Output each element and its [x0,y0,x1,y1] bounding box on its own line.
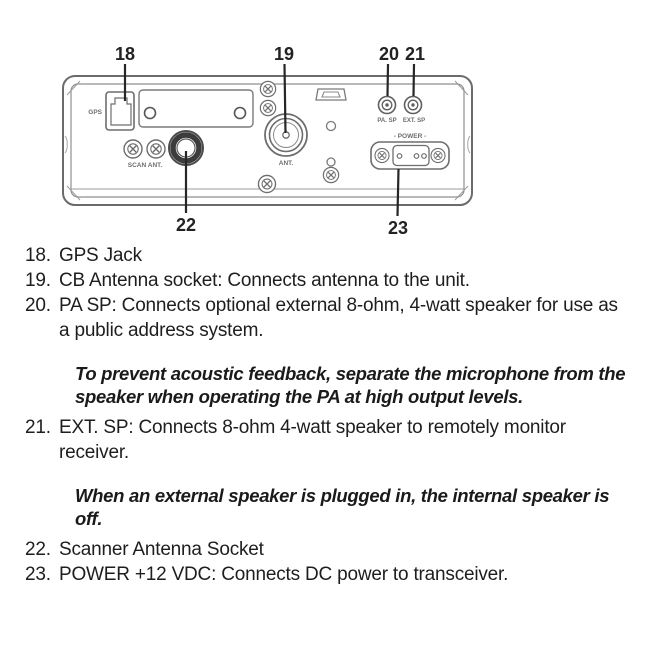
item-number: 23. [25,564,51,585]
callout-21: 21 [404,44,426,64]
callout-18: 18 [114,44,136,64]
note-acoustic-feedback: To prevent acoustic feedback, separate the microphone from the speaker when operating the PA at high output levels. [75,363,626,407]
screw [258,175,275,192]
rear-panel-diagram [0,0,650,242]
list-item-21 [25,415,633,465]
screw [260,81,275,96]
power-label: - POWER - [393,133,427,140]
callout-20: 20 [378,44,400,64]
item-number: 18. [25,245,51,266]
list-item-22 [25,537,633,562]
accessory-plate [139,90,253,127]
screw [323,167,338,182]
ant-label: ANT. [278,160,294,167]
list-item-20 [25,293,633,343]
callout-19: 19 [273,44,295,64]
callout-22: 22 [175,215,197,235]
pa-sp-label: PA. SP [377,118,397,124]
item-text: Scanner Antenna Socket [59,539,264,560]
item-text: CB Antenna socket: Connects antenna to the unit. [59,270,470,291]
item-description-list [25,243,633,587]
callout-23: 23 [387,218,409,238]
gps-label: GPS [88,109,102,116]
note-internal-speaker: When an external speaker is plugged in, the internal speaker is off. [75,485,610,529]
list-item-19 [25,268,633,293]
power-connector [371,142,449,169]
item-text: POWER +12 VDC: Connects DC power to transceiver. [59,564,509,585]
item-number: 22. [25,539,51,560]
scan-ant-label: SCAN ANT. [127,162,163,169]
item-number: 21. [25,417,51,438]
pa-sp-jack [379,97,396,114]
list-item-23 [25,562,633,587]
item-text: EXT. SP: Connects 8-ohm 4-watt speaker to remotely monitor receiver. [59,417,566,463]
item-text: GPS Jack [59,245,142,266]
ext-sp-label: EXT. SP [402,118,426,124]
gps-jack [106,92,134,130]
item-number: 20. [25,295,51,316]
screw [260,100,275,115]
item-text: PA SP: Connects optional external 8-ohm, 4-watt speaker for use as a public address system. [59,295,618,341]
item-number: 19. [25,270,51,291]
list-item-18 [25,243,633,268]
ext-sp-jack [405,97,422,114]
